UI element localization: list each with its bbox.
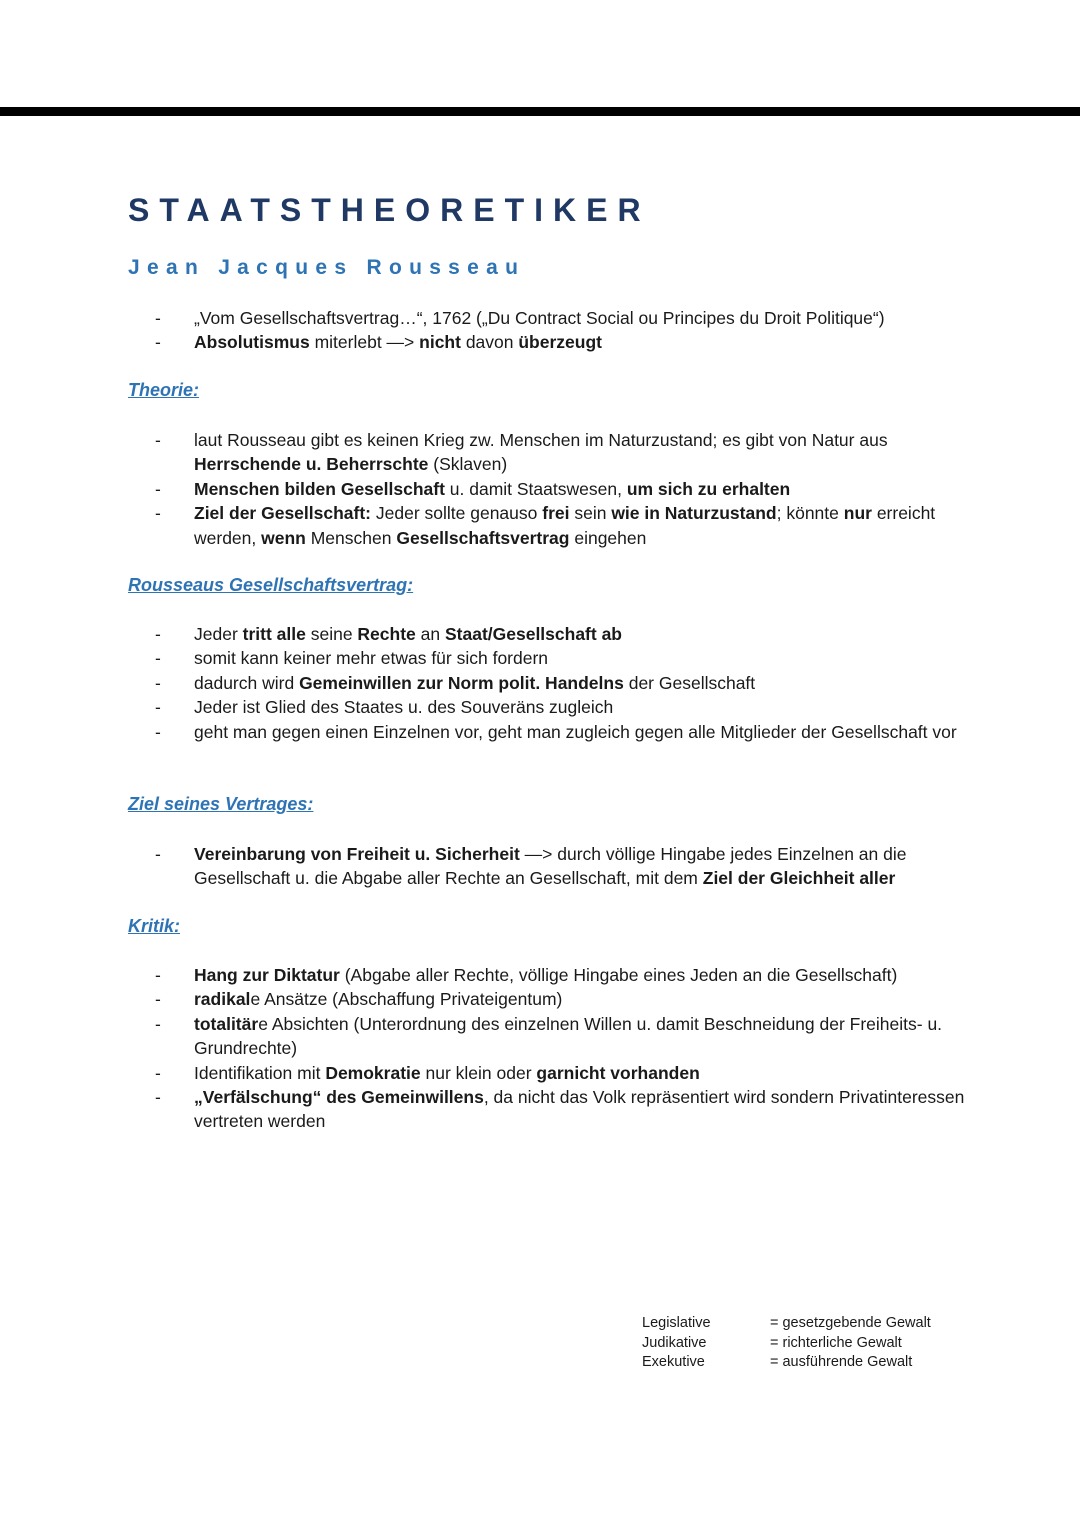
text: seine [305,624,358,644]
bold-text: Demokratie [325,1062,421,1083]
bold-text: frei [542,503,570,524]
list-item [155,428,975,477]
text: erreicht werden, [194,503,936,548]
text: Jeder [194,624,243,644]
text: „Vom Gesellschaftsvertrag…“, 1762 („Du Contract Social ou Principes du Droit Politique“) [194,308,885,328]
list-item [155,1085,975,1134]
page-subtitle: Jean Jacques Rousseau [128,256,526,279]
bold-text: Vereinbarung von Freiheit u. Sicherheit [194,844,520,864]
bold-text: Rechte [357,624,416,644]
text: geht man gegen einen Einzelnen vor, geht man zugleich gegen alle Mitglieder der Gesellschaft vor [194,721,957,742]
list-item [155,695,975,719]
heading-ziel: Ziel seines Vertrages: [128,794,314,814]
text: Identifikation mit [194,1062,326,1083]
glossary [642,1314,931,1373]
kritik-list [155,963,975,1134]
text: sein [569,503,612,524]
bold-text: Gesellschaftsvertrag [396,527,570,548]
text: Menschen [305,527,397,548]
list-item [155,842,975,891]
text: (Sklaven) [428,454,508,475]
bold-text: wie in Naturzustand [611,503,777,524]
text: e Absichten (Unterordnung des einzelnen Willen u. damit Beschneidung der Freiheits- u. Grundrechte) [194,1013,943,1059]
ziel-list [155,842,975,891]
text: (Abgabe aller Rechte, völlige Hingabe eines Jeden an die Gesellschaft) [339,965,898,985]
text: e Ansätze (Abschaffung Privateigentum) [250,989,563,1010]
bold-text: Herrschende u. Beherrschte [194,454,429,475]
list-item [155,330,975,354]
text: Jeder sollte genauso [371,503,543,524]
bold-text: tritt alle [242,624,306,644]
bold-text: wenn [261,527,306,548]
glossary-definition: = gesetzgebende Gewalt [770,1315,931,1331]
list-item [155,963,975,987]
bold-text: um sich zu erhalten [626,478,791,499]
list-item [155,1061,975,1085]
list-item [155,306,975,330]
page-title: STAATSTHEORETIKER [128,192,651,228]
text: , da nicht das Volk repräsentiert wird sondern Privatinteressen vertreten werden [194,1087,965,1132]
list-item [155,477,975,501]
glossary-term: Judikative [642,1334,707,1351]
text: der Gesellschaft [623,672,756,693]
text: laut Rousseau gibt es keinen Krieg zw. Menschen im Naturzustand; es gibt von Natur aus [194,430,888,450]
bold-text: radikal [194,989,251,1010]
bold-text: Absolutismus [194,332,310,353]
text: dadurch wird [194,672,300,693]
glossary-definition: = ausführende Gewalt [770,1354,913,1370]
list-item [155,671,975,695]
list-item [155,1012,975,1061]
heading-kritik: Kritik: [128,916,181,936]
glossary-term: Legislative [642,1315,711,1331]
text: davon [460,332,519,353]
bold-text: nur [843,503,872,524]
list-item [155,987,975,1011]
top-rule [0,107,1080,116]
bold-text: garnicht vorhanden [536,1062,700,1083]
list-item [155,622,975,646]
glossary-row [642,1334,931,1354]
text: eingehen [569,527,647,548]
text: nur klein oder [420,1062,537,1083]
intro-list [155,306,975,355]
gesellschaftsvertrag-list [155,622,975,744]
heading-gesellschaftsvertrag: Rousseaus Gesellschaftsvertrag: [128,575,414,595]
bold-text: nicht [419,332,461,353]
bold-text: „Verfälschung“ des Gemeinwillens [194,1087,484,1108]
text: somit kann keiner mehr etwas für sich fordern [194,648,549,669]
bold-text: totalitär [194,1013,259,1034]
bold-text: Ziel der Gesellschaft: [194,503,372,524]
glossary-row [642,1314,931,1334]
text: Jeder ist Glied des Staates u. des Souveräns zugleich [194,697,614,718]
text: miterlebt —> [309,332,420,353]
list-item [155,501,975,550]
bold-text: Gemeinwillen zur Norm polit. Handelns [299,672,624,693]
text: u. damit Staatswesen, [444,478,627,499]
bold-text: Hang zur Diktatur [194,965,340,985]
glossary-row [642,1353,931,1373]
bold-text: überzeugt [518,332,602,353]
glossary-term: Exekutive [642,1354,705,1370]
text: —> durch völlige Hingabe jedes Einzelnen an die Gesellschaft u. die Abgabe aller Rechte an Gesellschaft, mit dem [194,844,907,889]
bold-text: Staat/Gesellschaft ab [444,624,623,644]
list-item [155,646,975,670]
list-item [155,720,975,744]
bold-text: Ziel der Gleichheit aller [702,868,896,889]
text: ; könnte [776,503,844,524]
theorie-list [155,428,975,550]
glossary-definition: = richterliche Gewalt [770,1334,902,1351]
text: an [415,624,445,644]
bold-text: Menschen bilden Gesellschaft [194,478,445,499]
heading-theorie: Theorie: [128,380,200,400]
